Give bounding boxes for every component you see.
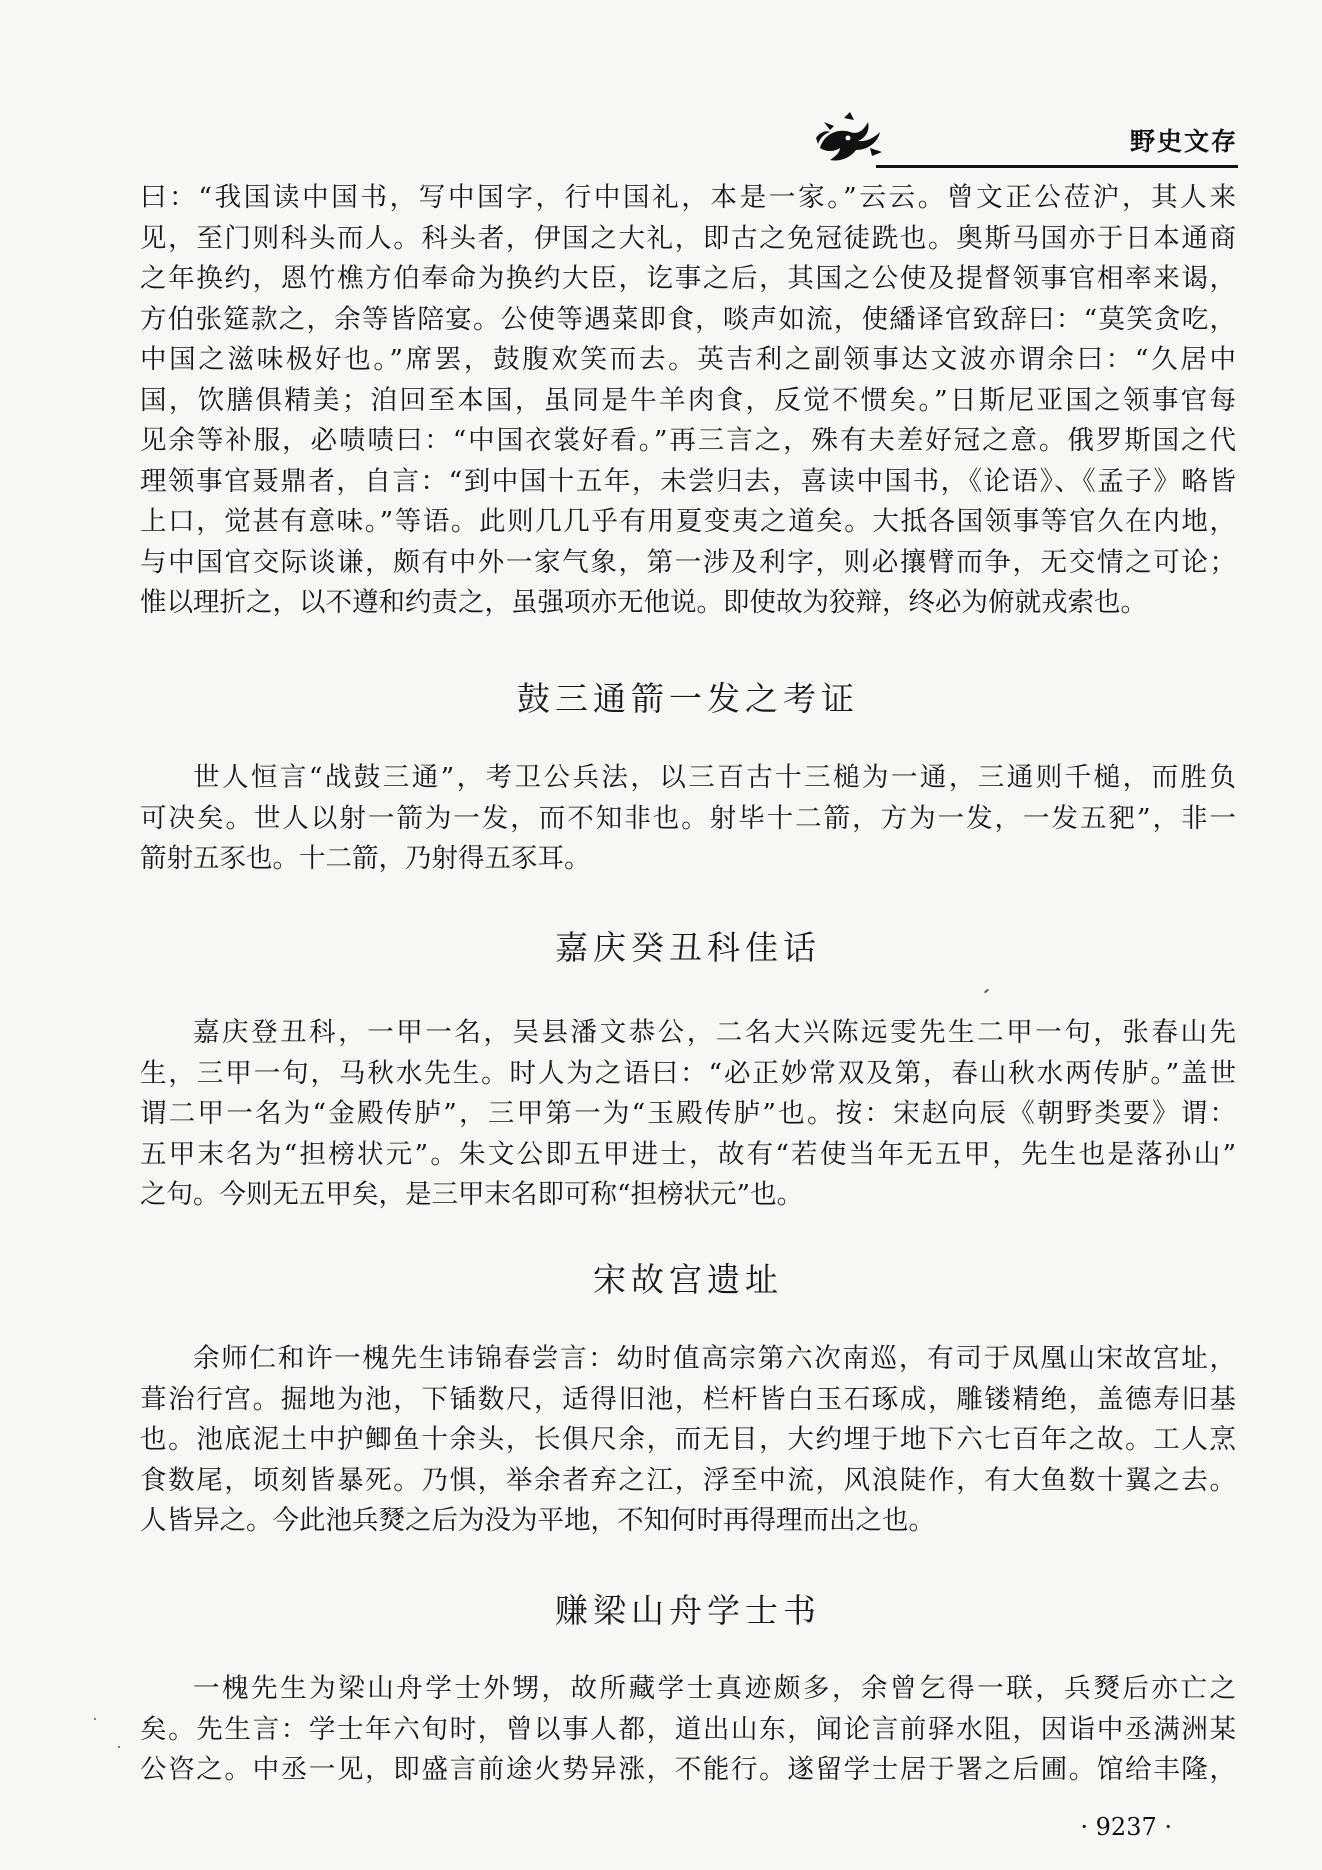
header-rule: [876, 165, 1238, 168]
running-header: [806, 108, 1238, 170]
text-line: 世人恒言“战鼓三通”，考卫公兵法，以三百古十三槌为一通，三通则千槌，而胜负: [193, 762, 1236, 793]
section-paragraph: [140, 1669, 1236, 1791]
text-line: 余师仁和许一槐先生讳锦春尝言：幼时值高宗第六次南巡，有司于凤凰山宋故宫址，: [193, 1343, 1236, 1374]
section-paragraph: [140, 1339, 1236, 1542]
text-line: 食数尾，顷刻皆暴死。乃惧，举余者弃之江，浮至中流，风浪陡作，有大鱼数十翼之去。: [140, 1464, 1236, 1496]
text-line: 公咨之。中丞一见，即盛言前途火势异涨，不能行。遂留学士居于署之后圃。馆给丰隆，: [140, 1754, 1236, 1785]
text-line: 理领事官聂鼎者，自言：“到中国十五年，未尝归去，喜读中国书，《论语》、《孟子》略皆: [140, 465, 1236, 497]
scan-speck: [984, 989, 989, 994]
scan-speck: [118, 1746, 120, 1748]
text-line: 方伯张筵款之，余等皆陪宴。公使等遇菜即食，啖声如流，使繙译官致辞曰：“莫笑贪吃，: [140, 303, 1236, 335]
page-number: · 9237 ·: [1080, 1813, 1172, 1841]
text-line: 与中国官交际谈谦，颇有中外一家气象，第一涉及利字，则必攘臂而争，无交情之可论；: [140, 546, 1236, 578]
header-title: 野史文存: [1129, 127, 1238, 156]
text-line: 五甲末名为“担榜状元”。朱文公即五甲进士，故有“若使当年无五甲，先生也是落孙山”: [140, 1138, 1236, 1170]
text-line: 生，三甲一句，马秋水先生。时人为之语曰：“必正妙常双及第，春山秋水两传胪。”盖世: [140, 1057, 1236, 1089]
text-line: 见余等补服，必啧啧曰：“中国衣裳好看。”再三言之，殊有夫差好冠之意。俄罗斯国之代: [140, 425, 1236, 456]
section-heading: 鼓三通箭一发之考证: [517, 679, 859, 718]
text-line: 葺治行宫。掘地为池，下锸数尺，适得旧池，栏杆皆白玉石琢成，雕镂精绝，盖德寿旧基: [140, 1383, 1236, 1415]
section-heading: 嘉庆癸丑科佳话: [555, 928, 821, 967]
text-line: 箭射五豕也。十二箭，乃射得五豕耳。: [140, 843, 591, 874]
text-line: 谓二甲一名为“金殿传胪”，三甲第一为“玉殿传胪”也。按：宋赵向辰《朝野类要》谓：: [140, 1098, 1236, 1129]
text-line: 也。池底泥土中护鲫鱼十余头，长俱尺余，而无目，大约埋于地下六七百年之故。工人烹: [140, 1424, 1236, 1455]
dragon-emblem-icon: [810, 108, 888, 166]
section-paragraph: [140, 758, 1236, 880]
scan-speck: [94, 1718, 96, 1720]
continuation-paragraph: [140, 178, 1236, 624]
text-line: 嘉庆登丑科，一甲一名，吴县潘文恭公，二名大兴陈远雯先生二甲一句，张春山先: [193, 1017, 1236, 1048]
text-line: 可决矣。世人以射一箭为一发，而不知非也。射毕十二箭，方为一发，一发五豝”，非一: [140, 802, 1236, 834]
text-line: 上口，觉甚有意味。”等语。此则几几乎有用夏变夷之道矣。大抵各国领事等官久在内地，: [140, 506, 1236, 537]
text-line: 一槐先生为梁山舟学士外甥，故所藏学士真迹颇多，余曾乞得一联，兵燹后亦亡之: [193, 1673, 1236, 1704]
text-line: 之年换约，恩竹樵方伯奉命为换约大臣，讫事之后，其国之公使及提督领事官相率来谒，: [140, 263, 1236, 294]
text-line: 惟以理折之，以不遵和约责之，虽强项亦无他说。即使故为狡辩，终必为俯就戎索也。: [140, 587, 1147, 618]
text-line: 曰：“我国读中国书，写中国字，行中国礼，本是一家。”云云。曾文正公莅沪，其人来: [140, 182, 1236, 213]
text-line: 矣。先生言：学士年六旬时，曾以事人都，道出山东，闻论言前驿水阻，因诣中丞满洲某: [140, 1713, 1236, 1745]
section-paragraph: [140, 1013, 1236, 1216]
text-line: 见，至门则科头而人。科头者，伊国之大礼，即古之免冠徒跣也。奥斯马国亦于日本通商: [140, 222, 1236, 254]
text-line: 国，饮膳俱精美；洎回至本国，虽同是牛羊肉食，反觉不惯矣。”日斯尼亚国之领事官每: [140, 384, 1236, 416]
section-heading: 赚梁山舟学士书: [555, 1591, 821, 1630]
text-line: 人皆异之。今此池兵燹之后为没为平地，不知何时再得理而出之也。: [140, 1505, 935, 1536]
text-line: 之句。今则无五甲矣，是三甲末名即可称“担榜状元”也。: [140, 1179, 804, 1210]
text-line: 中国之滋味极好也。”席罢，鼓腹欢笑而去。英吉利之副领事达文波亦谓余曰：“久居中: [140, 344, 1236, 375]
section-heading: 宋故宫遗址: [593, 1260, 783, 1299]
